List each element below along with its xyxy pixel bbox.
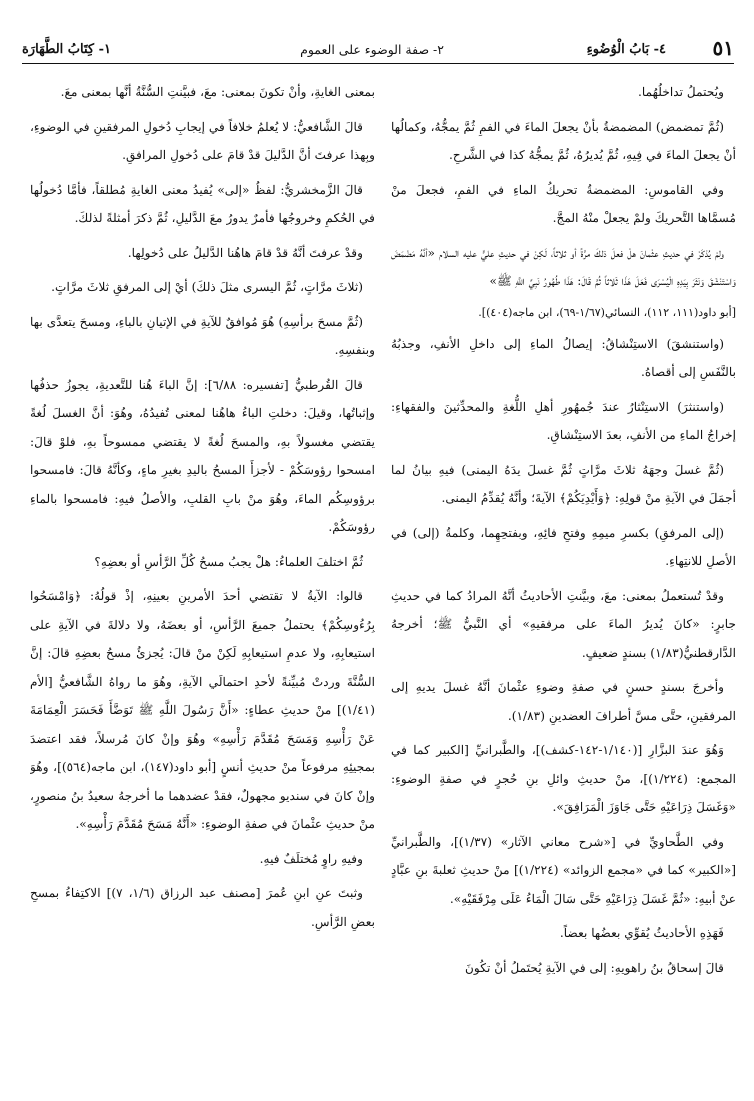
chapter-title: ٤- بَابُ الْوُضُوءِ	[586, 42, 666, 57]
page-header	[22, 36, 734, 64]
paragraph: ويُحتملُ تداخلُهُما.	[638, 85, 724, 99]
paragraph: (واستنشقَ) الاستِنْشاقُ: إيصالُ الماءِ إلى داخلِ الأنفِ، وجذبُهُ بالنَّفَسِ إلى أقصاهُ.	[391, 336, 736, 379]
paragraph: فَهَذِهِ الأحاديثُ يُقوِّي بعضُها بعضاً.	[559, 926, 724, 940]
paragraph: (ثُمَّ تمضمض) المضمضةُ بأنْ يجعلَ الماءَ في الفمِ ثُمَّ يمجُّهُ، وكمالُها أنْ يجعلَ الماءَ في فِيهِ، ثُمَّ يُديرُهُ، ثُمَّ يمجُّهُ كذا في الشَّرحِ.	[391, 119, 736, 162]
paragraph: وثبتَ عنِ ابنِ عُمرَ [مصنف عبد الرزاق (١/٦، ٧)] الاكتِفاءُ بمسحِ بعضِ الرَّأسِ.	[30, 886, 375, 929]
paragraph: وفي الطَّحاويِّ في [«شرح معاني الآثار» (١/٣٧)]، والطَّبرانيِّ [«الكبير» كما في «مجمع الزوائد» (١/٢٢٤)] منْ حديثِ ثعلبةَ بنِ عبَّادٍ عنْ أبيهِ: «ثُمَّ غَسَلَ ذِرَاعَيْهِ حَتَّى سَالَ الْمَاءُ عَلَى مِرْفَقَيْهِ».	[391, 834, 736, 906]
paragraph: ولمْ يُذكَرْ في حديثِ عثْمانَ هلْ فعلَ ذلكَ مرَّةً أو ثلاثاً، لَكِنْ في حديثِ عليٍّ عليه السلام «أنَّهُ مَضْمَضَ وَاسْتَنْشَقَ وَنَثَرَ بِيَدِهِ الْيُسْرَى فَعَلَ هَذَا ثَلاثاً ثُمَّ قَالَ: هَذَا طُهُورُ نَبِيِّ اللَّهِ ﷺ»	[391, 245, 736, 288]
paragraph: وَهُوَ عندَ البزَّارِ [(١/١٤٠-١٤٢-كشف)]، والطَّبرانيِّ [الكبير كما في المجمع: (١/٢٢٤)]، منْ حديثِ وائلِ بنِ حُجرٍ في صفةِ الوضوءِ: «وَغَسَلَ ذِرَاعَيْهِ حَتَّى جَاوَزَ الْمَرَافِقَ».	[391, 743, 736, 814]
paragraph: وأخرجَ بسندٍ حسنٍ في صفةِ وضوءِ عثْمانَ أنَّهُ غسلَ يديهِ إلى المرفقينِ، حتَّى مسَّ أطرافَ العضدينِ (١/٨٣).	[391, 680, 736, 723]
right-column	[391, 78, 736, 1078]
paragraph: (واستنثرَ) الاستِنْثارُ عندَ جُمهُورِ أهلِ اللُّغةِ والمحدِّثينَ والفقهاءِ: إخراجُ الماءِ من الأنفِ، بعدَ الاستِنْشاقِ.	[391, 399, 736, 442]
paragraph: (إلى المرفقِ) بكسرِ ميمِهِ وفتحِ فائِهِ، وبفتحِهِما، وكلمةُ (إلى) في الأصلِ للانتِهاءِ.	[391, 525, 736, 568]
paragraph: قالوا: الآيةُ لا تقتضي أحدَ الأمرينِ بعينِهِ، إذْ قولُهُ: ﴿وَامْسَحُوا بِرُءُوسِكُمْ﴾ يحتملُ جميعَ الرَّأسِ، أو بعضَهُ، ولا دلالةَ في الآيةِ على استيعابِهِ، ولا عدمِ استيعابِهِ لَكِنْ منْ قالَ: يُجزئُ مسحُ بعضِهِ قالَ: إنَّ السُّنَّةَ وردتْ مُبيِّنةً لأحدِ احتمالَي الآيةِ، وهُوَ ما رواهُ الشَّافعيُّ [الأم (١/٤١)] منْ حديثِ عطاءٍ: «أَنَّ رَسُولَ اللَّهِ ﷺ تَوَضَّأَ فَحَسَرَ الْعِمَامَةَ عَنْ رَأْسِهِ وَمَسَحَ مُقَدَّمَ رَأْسِهِ» وهُوَ وإنْ كانَ مُرسلاً، فقد اعتضدَ بمجيئِهِ مرفوعاً منْ حديثِ أنسٍ [أبو داود(١٤٧)، ابن ماجه(٥٦٤)]، وهُوَ وإنْ كانَ في سنديو مجهولٌ، فقدْ عضدهما ما أخرجهُ سعيدُ بنُ منصورٍ، منْ حديثِ عثْمانَ في صفةِ الوضوءِ: «أَنَّهُ مَسَحَ مُقَدَّمَ رَأْسِهِ».	[30, 589, 375, 831]
paragraph: قالَ إسحاقُ بنُ راهويهِ: إلى في الآيةِ يُحتَملُ أنْ تكُونَ	[464, 960, 724, 975]
paragraph: وفي القاموسِ: المضمضةُ تحريكُ الماءِ في الفمِ، فجعلَ منْ مُسمَّاها التَّحريكَ ولمْ يجعلْ منْهُ المجَّ.	[391, 182, 736, 225]
paragraph: (ثُمَّ غسلَ وجهَهُ ثلاثَ مرَّاتٍ ثُمَّ غسلَ يدَهُ اليمنى) فيهِ بيانُ لما أجمَلَ في الآيةِ منْ قولِهِ: ﴿وَأَيْدِيَكُمْ﴾ الآيةَ؛ وأنَّهُ يُقدِّمُ اليمنى.	[391, 462, 736, 505]
left-column	[30, 78, 375, 1078]
paragraph: وقدْ تُستعملُ بمعنى: معَ، وبيَّنتِ الأحاديثُ أنَّهُ المرادُ كما في حديثِ جابرٍ: «كانَ يُديرُ الماءَ على مرفقيهِ» أي النَّبيُّ ﷺ؛ أخرجهُ الدَّارقطنيُّ(١/٨٣) بسندٍ ضعيفٍ.	[391, 588, 736, 660]
paragraph: وفيهِ راوٍ مُختلَفٌ فيهِ.	[259, 851, 363, 866]
paragraph: قالَ الشَّافعيُّ: لا يُعلمُ خلافاً في إيجابِ دُخولِ المرفقينِ في الوضوءِ، وبِهذا عرفتَ أنَّ الدَّليلَ قدْ قامَ على دُخولِ المرافقِ.	[30, 119, 375, 162]
paragraph: (ثُمَّ مسحَ برأسِهِ) هُوَ مُوافقٌ للآيةِ في الإتيانِ بالباءِ، ومسحَ يتعدَّى بها وبنفسِهِ.	[30, 314, 375, 357]
citation: [أبو داود(١١١، ١١٢)، النسائي(١/٦٧-٦٩)، ابن ماجه(٤٠٤)].	[478, 305, 736, 319]
paragraph: بمعنى الغايةِ، وأنْ تكونَ بمعنى: معَ، فبيَّنتِ السُّنَّةُ أنَّها بمعنى معَ.	[60, 85, 375, 99]
paragraph: قالَ القُرطبيُّ [تفسيره: ٦/٨٨]: إنَّ الباءَ هُنا للتَّعديةِ، يجوزُ حذفُها وإثباتُها، وقيلَ: دخلتِ الباءُ هاهُنا لمعنى تُفيدُهُ، وهُوَ: أنَّ الغسلَ لُغةً يقتضي مغسولاً بهِ، والمسحَ لُغةً لا يقتضي ممسوحاً بهِ، فلوْ قالَ: امسحوا رؤوسَكُمْ - لأجزأَ المسحُ باليدِ بغيرِ ماءٍ، وكأنَّهُ قالَ: فامسحوا برؤوسِكُم الماءَ، وهُوَ منْ بابِ القلبِ، والأصلُ فيهِ: فامسحوا بالماءِ رؤوسَكُمْ.	[30, 377, 375, 534]
book-title: ١- كِتَابُ الطَّهَارَة	[22, 42, 112, 57]
section-title: ٢- صفة الوضوء على العموم	[300, 42, 444, 57]
paragraph: وقدْ عرفتَ أنَّهُ قدْ قامَ هاهُنا الدَّليلُ على دُخولِها.	[127, 245, 363, 260]
page-number: ٥١	[712, 36, 734, 60]
paragraph: ثُمَّ اختلفَ العلماءُ: هلْ يجبُ مسحُ كُلِّ الرَّأسِ أو بعضِهِ؟	[94, 554, 363, 569]
paragraph: قالَ الزَّمخشريُّ: لفظُ «إلى» يُفيدُ معنى الغايةِ مُطلقاً، فأمَّا دُخولُها في الحُكمِ وخروجُها فأمرٌ يدورُ معَ الدَّليلِ، ثُمَّ ذكرَ أمثلةً لذلكَ.	[30, 182, 375, 225]
header-rule	[22, 63, 734, 64]
paragraph: (ثلاثَ مرَّاتٍ، ثُمَّ اليسرى مثلَ ذلكَ) أيْ إلى المرفقِ ثلاثَ مرَّاتٍ.	[51, 280, 363, 294]
